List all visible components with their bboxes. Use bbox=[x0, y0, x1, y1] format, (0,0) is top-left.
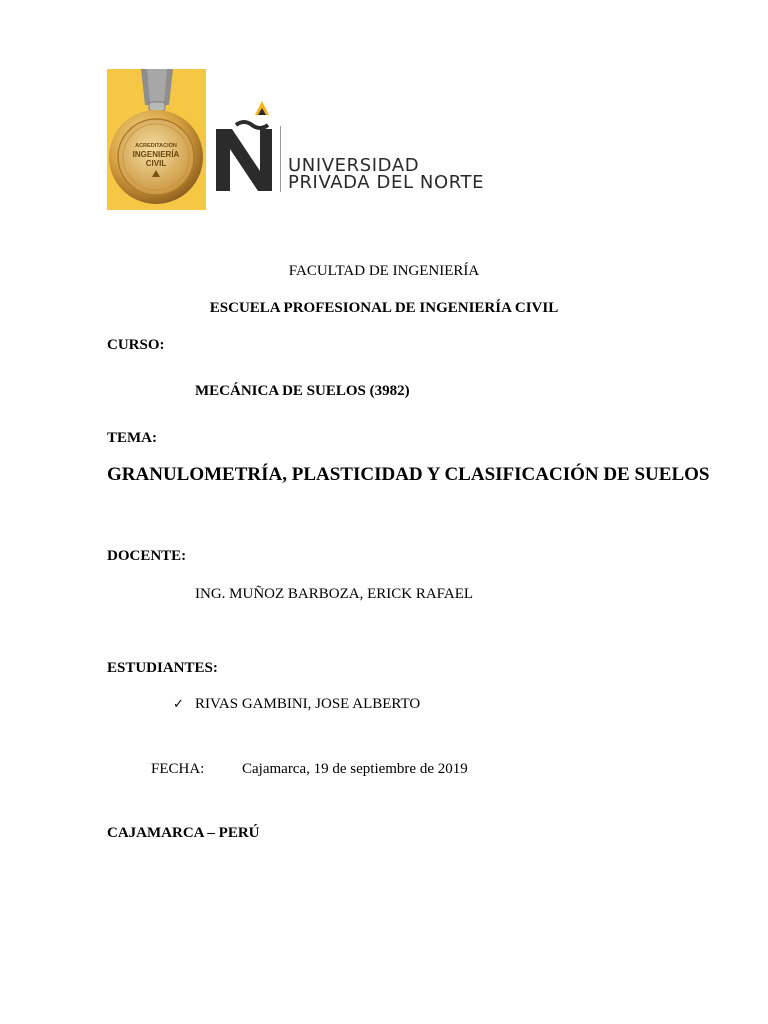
checkmark-icon: ✓ bbox=[173, 697, 184, 712]
medal-icon bbox=[107, 69, 206, 210]
logo-divider bbox=[280, 126, 281, 192]
topic-label: TEMA: bbox=[107, 430, 157, 446]
university-name bbox=[288, 157, 484, 191]
university-name-line2: PRIVADA DEL NORTE bbox=[288, 172, 485, 193]
students-label: ESTUDIANTES: bbox=[107, 660, 218, 676]
university-name-line1: UNIVERSIDAD bbox=[288, 155, 420, 176]
course-value: MECÁNICA DE SUELOS (3982) bbox=[195, 383, 410, 399]
student-name: RIVAS GAMBINI, JOSE ALBERTO bbox=[195, 696, 421, 712]
school-title: ESCUELA PROFESIONAL DE INGENIERÍA CIVIL bbox=[209, 300, 559, 316]
medal-text: ACREDITACIÓN bbox=[135, 143, 177, 149]
date-label: FECHA: bbox=[151, 761, 205, 777]
topic-value: GRANULOMETRÍA, PLASTICIDAD Y CLASIFICACIÓN DE SUELOS bbox=[107, 464, 710, 485]
student-list-item bbox=[173, 695, 420, 714]
teacher-value: ING. MUÑOZ BARBOZA, ERICK RAFAEL bbox=[195, 586, 474, 602]
svg-text:INGENIERÍA: INGENIERÍA bbox=[132, 150, 180, 159]
teacher-label: DOCENTE: bbox=[107, 548, 187, 564]
accreditation-medal-logo bbox=[107, 69, 206, 210]
university-n-logo-icon bbox=[214, 101, 284, 193]
faculty-title: FACULTAD DE INGENIERÍA bbox=[288, 263, 480, 279]
course-label: CURSO: bbox=[107, 337, 165, 353]
place-footer: CAJAMARCA – PERÚ bbox=[107, 825, 260, 841]
date-value: Cajamarca, 19 de septiembre de 2019 bbox=[242, 761, 468, 777]
svg-text:CIVIL: CIVIL bbox=[145, 159, 167, 168]
